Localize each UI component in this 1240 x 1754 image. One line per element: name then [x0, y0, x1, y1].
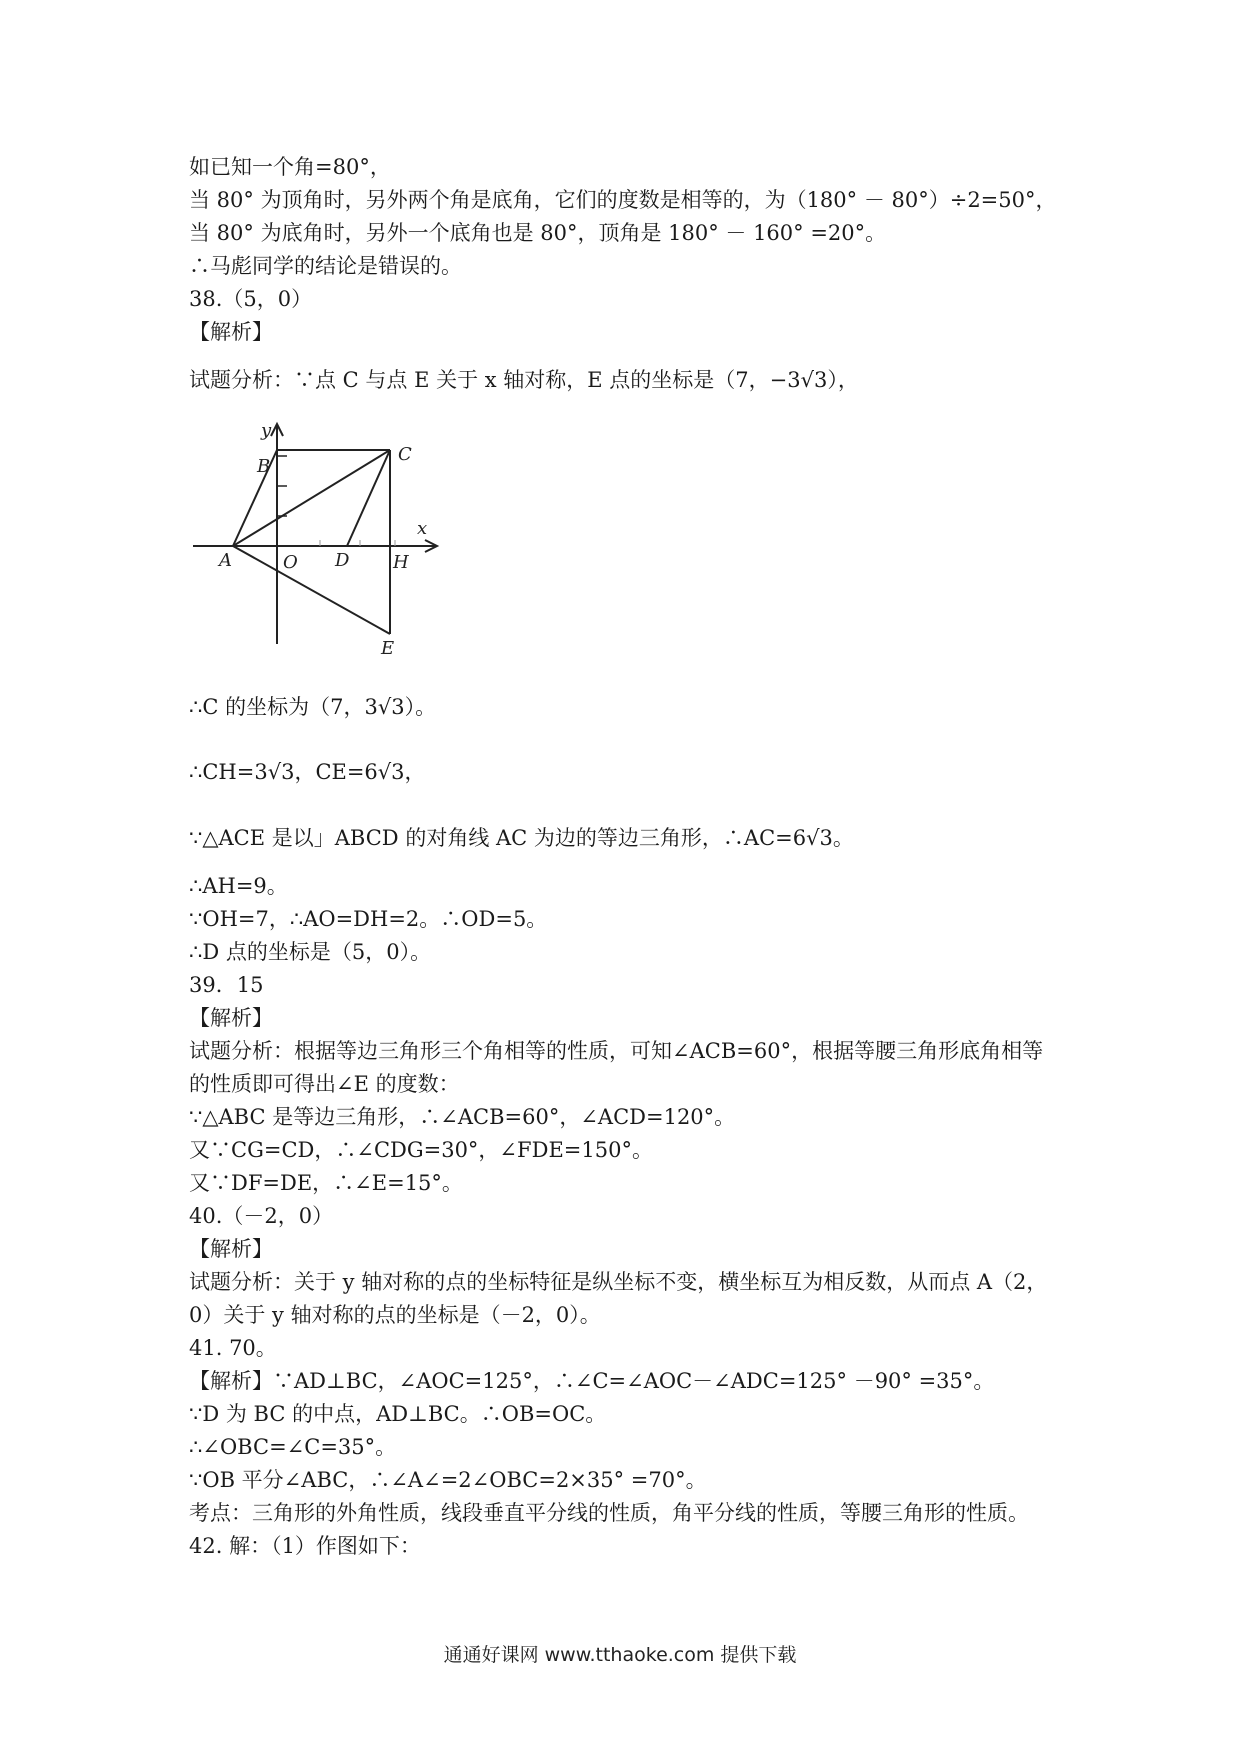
text-line: 40.（－2，0） — [189, 1204, 334, 1228]
text-line: 【解析】 — [189, 1006, 273, 1030]
label-A: A — [219, 550, 232, 571]
text-line: ∵D 为 BC 的中点，AD⊥BC。∴OB=OC。 — [189, 1402, 607, 1426]
label-y: y — [261, 420, 272, 441]
text-line: 39．15 — [189, 973, 264, 997]
coordinate-figure — [185, 416, 445, 656]
text-line: 【解析】∵AD⊥BC，∠AOC=125°，∴∠C=∠AOC－∠ADC=125° －90° =35°。 — [189, 1369, 995, 1393]
text-line: 当 80° 为底角时，另外一个底角也是 80°，顶角是 180° － 160° =20°。 — [189, 221, 887, 245]
text-line: 42. 解：（1）作图如下： — [189, 1534, 421, 1558]
text-line: 【解析】 — [189, 320, 273, 344]
text-line: 41. 70。 — [189, 1336, 277, 1360]
label-E: E — [381, 638, 395, 656]
label-O: O — [283, 552, 298, 573]
text-line: 38.（5，0） — [189, 287, 313, 311]
segment-AE — [233, 546, 390, 634]
label-x: x — [417, 518, 428, 539]
text-line: ∵△ABC 是等边三角形，∴∠ACB=60°，∠ACD=120°。 — [189, 1105, 736, 1129]
text-line: 又∵DF=DE，∴∠E=15°。 — [189, 1171, 463, 1195]
text-line: ∵OH=7，∴AO=DH=2。∴OD=5。 — [189, 907, 548, 931]
text-line: ∵△ACE 是以」ABCD 的对角线 AC 为边的等边三角形，∴AC=6√3。 — [189, 826, 854, 850]
text-line: ∵OB 平分∠ABC，∴∠A∠=2∠OBC=2×35° =70°。 — [189, 1468, 707, 1492]
text-line: 当 80° 为顶角时，另外两个角是底角，它们的度数是相等的，为（180° － 80°）÷2=50°， — [189, 188, 1057, 212]
segment-CD — [347, 450, 390, 546]
text-line: 如已知一个角=80°， — [189, 155, 391, 179]
text-line: 0）关于 y 轴对称的点的坐标是（－2，0）。 — [189, 1303, 601, 1327]
text-line: 试题分析：∵点 C 与点 E 关于 x 轴对称，E 点的坐标是（7，−3√3）， — [189, 368, 859, 392]
label-D: D — [335, 550, 350, 571]
label-C: C — [398, 444, 412, 465]
text-line: ∴C 的坐标为（7，3√3）。 — [189, 695, 437, 719]
text-line: 【解析】 — [189, 1237, 273, 1261]
page-footer: 通通好课网 www.tthaoke.com 提供下载 — [443, 1644, 797, 1666]
text-line: ∴AH=9。 — [189, 874, 288, 898]
text-line: ∴D 点的坐标是（5，0）。 — [189, 940, 432, 964]
text-line: 试题分析：关于 y 轴对称的点的坐标特征是纵坐标不变，横坐标互为相反数，从而点 A（2， — [189, 1270, 1048, 1294]
text-line: ∴马彪同学的结论是错误的。 — [189, 254, 462, 278]
text-line: 的性质即可得出∠E 的度数： — [189, 1072, 460, 1096]
text-line: 考点：三角形的外角性质，线段垂直平分线的性质，角平分线的性质，等腰三角形的性质。 — [189, 1501, 1029, 1525]
label-B: B — [257, 456, 271, 477]
text-line: 试题分析：根据等边三角形三个角相等的性质，可知∠ACB=60°，根据等腰三角形底角相等 — [189, 1039, 1044, 1063]
text-line: ∴∠OBC=∠C=35°。 — [189, 1435, 397, 1459]
text-line: ∴CH=3√3，CE=6√3， — [189, 760, 426, 784]
label-H: H — [393, 552, 409, 573]
text-line: 又∵CG=CD，∴∠CDG=30°，∠FDE=150°。 — [189, 1138, 653, 1162]
